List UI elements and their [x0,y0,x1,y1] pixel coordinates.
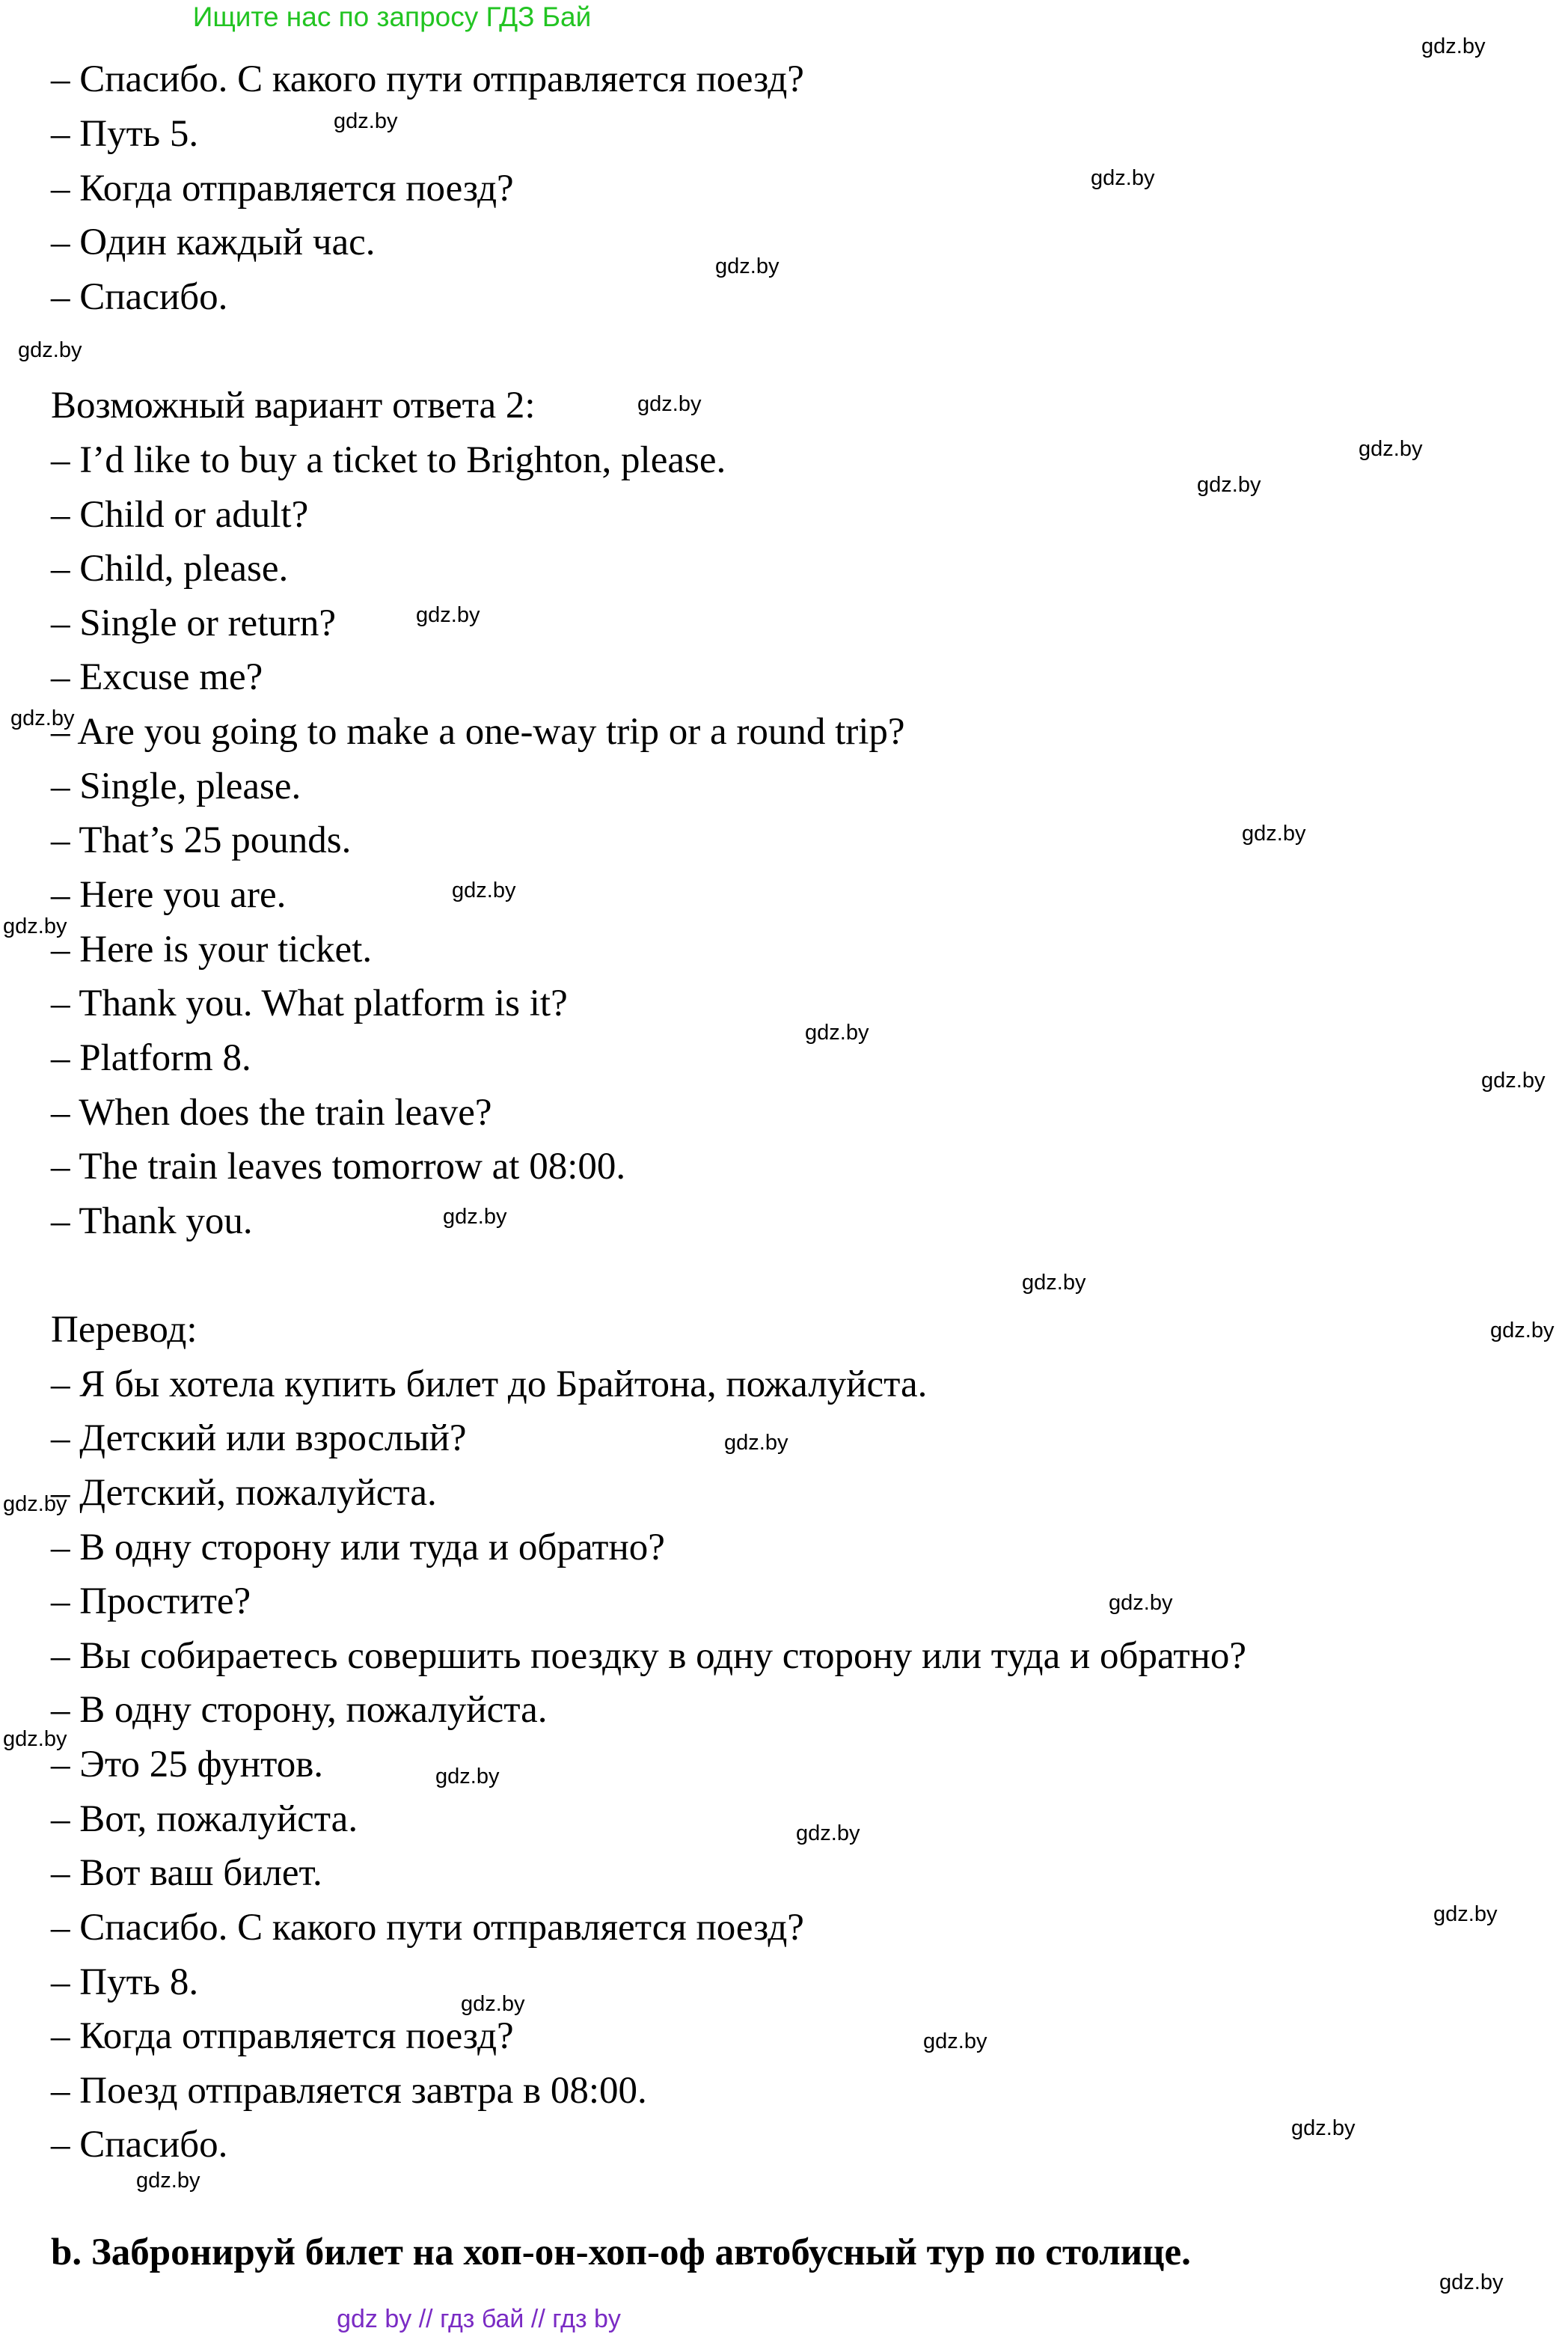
watermark: gdz.by [715,254,780,278]
watermark: gdz.by [3,1727,67,1751]
watermark: gdz.by [10,706,75,730]
translation-line: – Вот, пожалуйста. [51,1798,358,1840]
watermark: gdz.by [637,392,702,416]
watermark: gdz.by [1439,2270,1504,2294]
dialogue-line: – Один каждый час. [51,222,376,263]
translation-line: – Путь 8. [51,1961,199,2003]
watermark: gdz.by [435,1765,500,1788]
watermark: gdz.by [923,2029,987,2053]
watermark: gdz.by [1359,437,1423,461]
dialogue-line: – Are you going to make a one-way trip or a round trip? [51,711,905,753]
translation-line: – Я бы хотела купить билет до Брайтона, пожалуйста. [51,1363,928,1405]
dialogue-line: – Когда отправляется поезд? [51,168,514,210]
translation-heading: Перевод: [51,1309,197,1351]
watermark: gdz.by [443,1205,507,1229]
dialogue-line: – Child or adult? [51,494,309,536]
watermark: gdz.by [3,1492,67,1516]
dialogue-line: – Путь 5. [51,113,199,155]
watermark: gdz.by [452,879,516,902]
dialogue-line: – Single, please. [51,766,301,807]
watermark: gdz.by [1091,166,1155,190]
watermark: gdz.by [1022,1271,1086,1295]
watermark: gdz.by [18,338,82,362]
watermark: gdz.by [1490,1319,1555,1342]
dialogue-line: – The train leaves tomorrow at 08:00. [51,1146,626,1188]
translation-line: – В одну сторону или туда и обратно? [51,1527,665,1568]
watermark: gdz.by [1481,1069,1546,1093]
task-b-heading: b. Забронируй билет на хоп-он-хоп-оф автобусный тур по столице. [51,2231,1191,2273]
translation-line: – Поезд отправляется завтра в 08:00. [51,2070,647,2112]
translation-line: – Вот ваш билет. [51,1852,322,1894]
watermark: gdz.by [1421,34,1486,58]
variant-2-heading: Возможный вариант ответа 2: [51,385,536,427]
footer-link-gdz-by[interactable]: gdz by [337,2305,412,2333]
dialogue-line: – Thank you. What platform is it? [51,983,568,1024]
watermark: gdz.by [724,1431,788,1455]
dialogue-line: – Thank you. [51,1200,253,1242]
translation-line: – Детский или взрослый? [51,1417,467,1459]
search-hint-link[interactable]: Ищите нас по запросу ГДЗ Бай [192,1,592,32]
translation-line: – Простите? [51,1580,251,1622]
footer-separator: // [418,2305,433,2333]
dialogue-line: – Single or return? [51,602,336,644]
dialogue-line: – When does the train leave? [51,1092,492,1134]
footer-link-gdz-bai[interactable]: гдз бай [440,2305,524,2333]
translation-line: – В одну сторону, пожалуйста. [51,1689,548,1731]
watermark: gdz.by [805,1021,869,1045]
watermark: gdz.by [1291,2116,1356,2140]
translation-line: – Спасибо. С какого пути отправляется поезд? [51,1907,804,1949]
footer-separator: // [530,2305,545,2333]
footer-link-gdz-by-ru[interactable]: гдз by [552,2305,621,2333]
watermark: gdz.by [796,1821,860,1845]
watermark: gdz.by [3,914,67,938]
translation-line: – Вы собираетесь совершить поездку в одну сторону или туда и обратно? [51,1635,1247,1677]
watermark: gdz.by [1197,473,1261,497]
watermark: gdz.by [461,1992,525,2016]
watermark: gdz.by [334,109,398,133]
watermark: gdz.by [1433,1902,1498,1926]
footer-links [0,2306,958,2332]
watermark: gdz.by [416,603,480,627]
dialogue-line: – Excuse me? [51,656,263,698]
dialogue-line: – Here is your ticket. [51,929,373,971]
dialogue-line: – I’d like to buy a ticket to Brighton, please. [51,439,726,481]
watermark: gdz.by [1109,1591,1173,1615]
translation-line: – Это 25 фунтов. [51,1744,324,1785]
dialogue-line: – Platform 8. [51,1037,251,1079]
translation-line: – Спасибо. [51,2124,228,2166]
dialogue-line: – That’s 25 pounds. [51,819,352,861]
dialogue-line: – Here you are. [51,874,287,916]
dialogue-line: – Спасибо. С какого пути отправляется поезд? [51,58,804,100]
translation-line: – Когда отправляется поезд? [51,2015,514,2057]
watermark: gdz.by [136,2169,200,2193]
translation-line: – Детский, пожалуйста. [51,1472,437,1514]
watermark: gdz.by [1242,822,1306,846]
dialogue-line: – Child, please. [51,548,289,590]
dialogue-line: – Спасибо. [51,276,228,318]
